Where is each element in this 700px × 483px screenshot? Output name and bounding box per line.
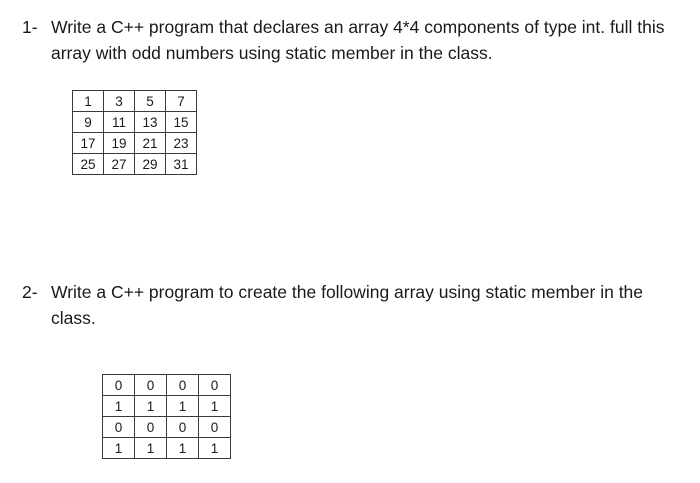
table-cell: 27 xyxy=(104,154,135,175)
table-cell: 0 xyxy=(199,375,231,396)
table-cell: 1 xyxy=(73,91,104,112)
table-row xyxy=(103,396,231,417)
question-text: Write a C++ program that declares an array 4*4 components of type int. full this array with odd numbers using static member in the class. xyxy=(51,17,665,63)
table-cell: 0 xyxy=(167,375,199,396)
table-cell: 29 xyxy=(135,154,166,175)
question-number: 2- xyxy=(22,282,38,302)
table-cell: 19 xyxy=(104,133,135,154)
question-text: Write a C++ program to create the following array using static member in the class. xyxy=(51,282,644,328)
table-cell: 15 xyxy=(166,112,197,133)
table-cell: 0 xyxy=(199,417,231,438)
odd-numbers-table xyxy=(72,90,197,175)
table-cell: 25 xyxy=(73,154,104,175)
table-cell: 1 xyxy=(167,438,199,459)
table-cell: 1 xyxy=(135,438,167,459)
table-cell: 1 xyxy=(167,396,199,417)
table-row xyxy=(103,375,231,396)
question-2 xyxy=(22,279,682,331)
question-number: 1- xyxy=(22,17,38,37)
table-cell: 11 xyxy=(104,112,135,133)
table-row xyxy=(103,438,231,459)
table-cell: 1 xyxy=(199,396,231,417)
table-cell: 5 xyxy=(135,91,166,112)
table-cell: 1 xyxy=(135,396,167,417)
table-row xyxy=(73,154,197,175)
question-1 xyxy=(22,14,682,66)
table-cell: 0 xyxy=(103,375,135,396)
table-cell: 0 xyxy=(135,417,167,438)
table-cell: 1 xyxy=(199,438,231,459)
table-cell: 23 xyxy=(166,133,197,154)
table-row xyxy=(103,417,231,438)
table-row xyxy=(73,91,197,112)
table-row xyxy=(73,112,197,133)
table-cell: 0 xyxy=(103,417,135,438)
table-cell: 9 xyxy=(73,112,104,133)
table-cell: 0 xyxy=(135,375,167,396)
table-cell: 1 xyxy=(103,438,135,459)
binary-pattern-table xyxy=(102,374,231,459)
table-cell: 21 xyxy=(135,133,166,154)
table-cell: 0 xyxy=(167,417,199,438)
table-cell: 13 xyxy=(135,112,166,133)
table-cell: 3 xyxy=(104,91,135,112)
table-row xyxy=(73,133,197,154)
table-cell: 17 xyxy=(73,133,104,154)
table-cell: 31 xyxy=(166,154,197,175)
table-cell: 7 xyxy=(166,91,197,112)
table-cell: 1 xyxy=(103,396,135,417)
